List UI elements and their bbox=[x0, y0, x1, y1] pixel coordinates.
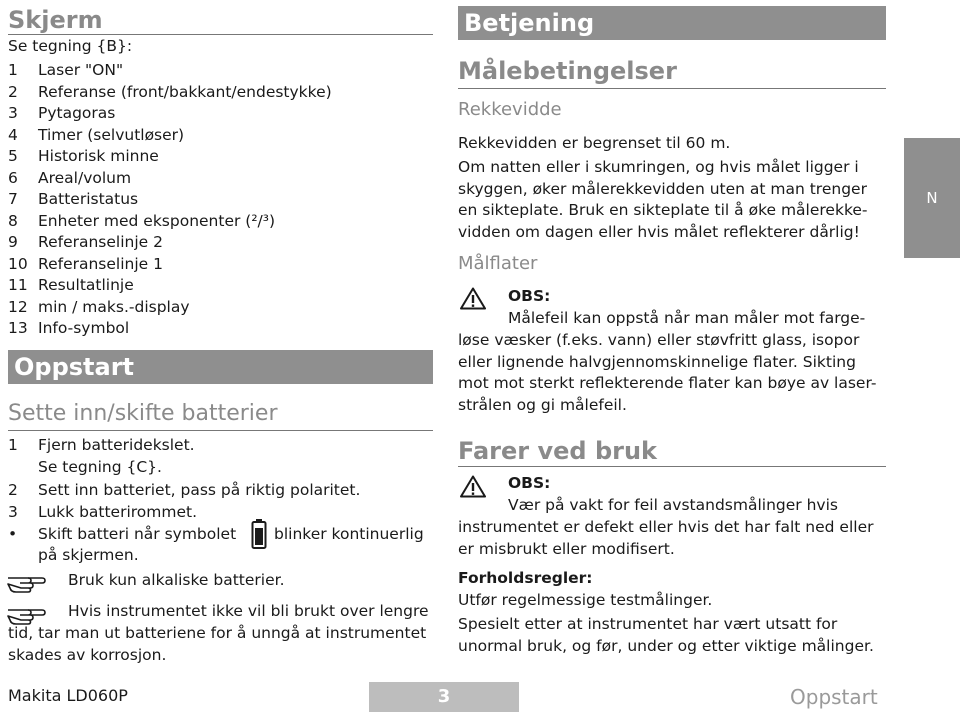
battery-step-1: 1 Fjern batteridekslet. bbox=[8, 436, 195, 454]
note-alkaline: Bruk kun alkaliske batterier. bbox=[68, 571, 285, 589]
footer-page-number: 3 bbox=[369, 682, 519, 712]
list-item: 11 Resultatlinje bbox=[8, 276, 134, 294]
footer-product: Makita LD060P bbox=[8, 686, 128, 705]
list-item: 6 Areal/volum bbox=[8, 168, 132, 187]
section-heading-skjerm: Skjerm bbox=[8, 6, 103, 34]
pointing-hand-icon bbox=[6, 572, 46, 594]
list-item: 3 Pytagoras bbox=[8, 104, 116, 122]
list-item: 9 Referanselinje 2 bbox=[8, 233, 163, 251]
see-drawing-b: Se tegning {B}: bbox=[8, 37, 133, 55]
subheading-range: Rekkevidde bbox=[458, 99, 562, 120]
hazards-line-1: Vær på vakt for feil avstandsmålinger hvis bbox=[508, 496, 838, 514]
battery-bullet-cont: blinker kontinuerlig bbox=[274, 525, 424, 543]
hazards-paragraph: instrumentet er defekt eller hvis det har falt ned eller er misbrukt eller modifisert. bbox=[458, 518, 874, 558]
list-item: 10 Referanselinje 1 bbox=[8, 254, 163, 273]
list-item: 4 Timer (selvutløser) bbox=[8, 125, 185, 144]
battery-bullet-line2: på skjermen. bbox=[38, 546, 139, 564]
list-item: 5 Historisk minne bbox=[8, 147, 159, 165]
list-item: 12 min / maks.-display bbox=[8, 297, 190, 316]
section-bar-betjening: Betjening bbox=[458, 6, 886, 40]
see-drawing-c: Se tegning {C}. bbox=[38, 458, 162, 476]
precautions-paragraph: Spesielt etter at instrumentet har vært utsatt for unormal bruk, og før, under og etter viktige målinger. bbox=[458, 615, 874, 655]
warning-triangle-icon bbox=[460, 287, 486, 314]
language-tab: N bbox=[904, 138, 960, 258]
subheading-target-surfaces: Målflater bbox=[458, 253, 538, 274]
surfaces-line-1: Målefeil kan oppstå når man måler mot farge- bbox=[508, 309, 866, 327]
screen-item-list bbox=[8, 60, 332, 340]
note-storage-line2: tid, tar man ut batteriene for å unngå at instrumentet bbox=[8, 624, 427, 642]
list-item: 8 Enheter med eksponenter (²/³) bbox=[8, 211, 276, 230]
subheading-batteries: Sette inn/skifte batterier bbox=[8, 401, 278, 426]
list-item: 2 Referanse (front/bakkant/endestykke) bbox=[8, 82, 332, 101]
obs-label: OBS: bbox=[508, 287, 551, 305]
bullet-dot: • bbox=[8, 525, 18, 543]
heading-measuring-conditions: Målebetingelser bbox=[458, 57, 677, 85]
precautions-p1: Utfør regelmessige testmålinger. bbox=[458, 591, 713, 609]
battery-step-3: 3 Lukk batterirommet. bbox=[8, 503, 198, 521]
warning-triangle-icon bbox=[460, 475, 486, 502]
heading-rule bbox=[458, 88, 886, 89]
range-limit: Rekkevidden er begrenset til 60 m. bbox=[458, 134, 731, 152]
subheading-rule bbox=[8, 430, 433, 431]
battery-step-2: 2 Sett inn batteriet, pass på riktig polaritet. bbox=[8, 481, 361, 499]
range-paragraph: Om natten eller i skumringen, og hvis målet ligger i skyggen, øker målerekkevidden uten at man trenger en sikteplate. Bruk en sikteplate til å øke målerekke- vidden om dagen eller hvis målet reflekterer dårlig! bbox=[458, 158, 868, 241]
heading-rule bbox=[458, 466, 886, 467]
obs-label: OBS: bbox=[508, 474, 551, 492]
surfaces-paragraph: løse væsker (f.eks. vann) eller støvfritt glass, isopor eller lignende halvgjennomskinnelige flater. Sikting mot mot sterkt reflekterende flater kan bøye av laser- strålen og gi målefeil. bbox=[458, 331, 877, 414]
heading-hazards: Farer ved bruk bbox=[458, 437, 658, 465]
precautions-heading: Forholdsregler: bbox=[458, 569, 593, 587]
section-bar-oppstart: Oppstart bbox=[8, 350, 433, 384]
list-item: 1 Laser "ON" bbox=[8, 61, 124, 79]
list-item: 13 Info-symbol bbox=[8, 319, 130, 337]
battery-icon bbox=[251, 518, 267, 554]
battery-bullet: • Skift batteri når symbolet bbox=[8, 524, 236, 546]
note-storage-line3: skades av korrosjon. bbox=[8, 646, 167, 664]
note-storage-line1: Hvis instrumentet ikke vil bli brukt over lengre bbox=[68, 602, 429, 620]
footer-section: Oppstart bbox=[790, 685, 878, 709]
heading-rule bbox=[8, 34, 433, 35]
list-item: 7 Batteristatus bbox=[8, 190, 139, 208]
